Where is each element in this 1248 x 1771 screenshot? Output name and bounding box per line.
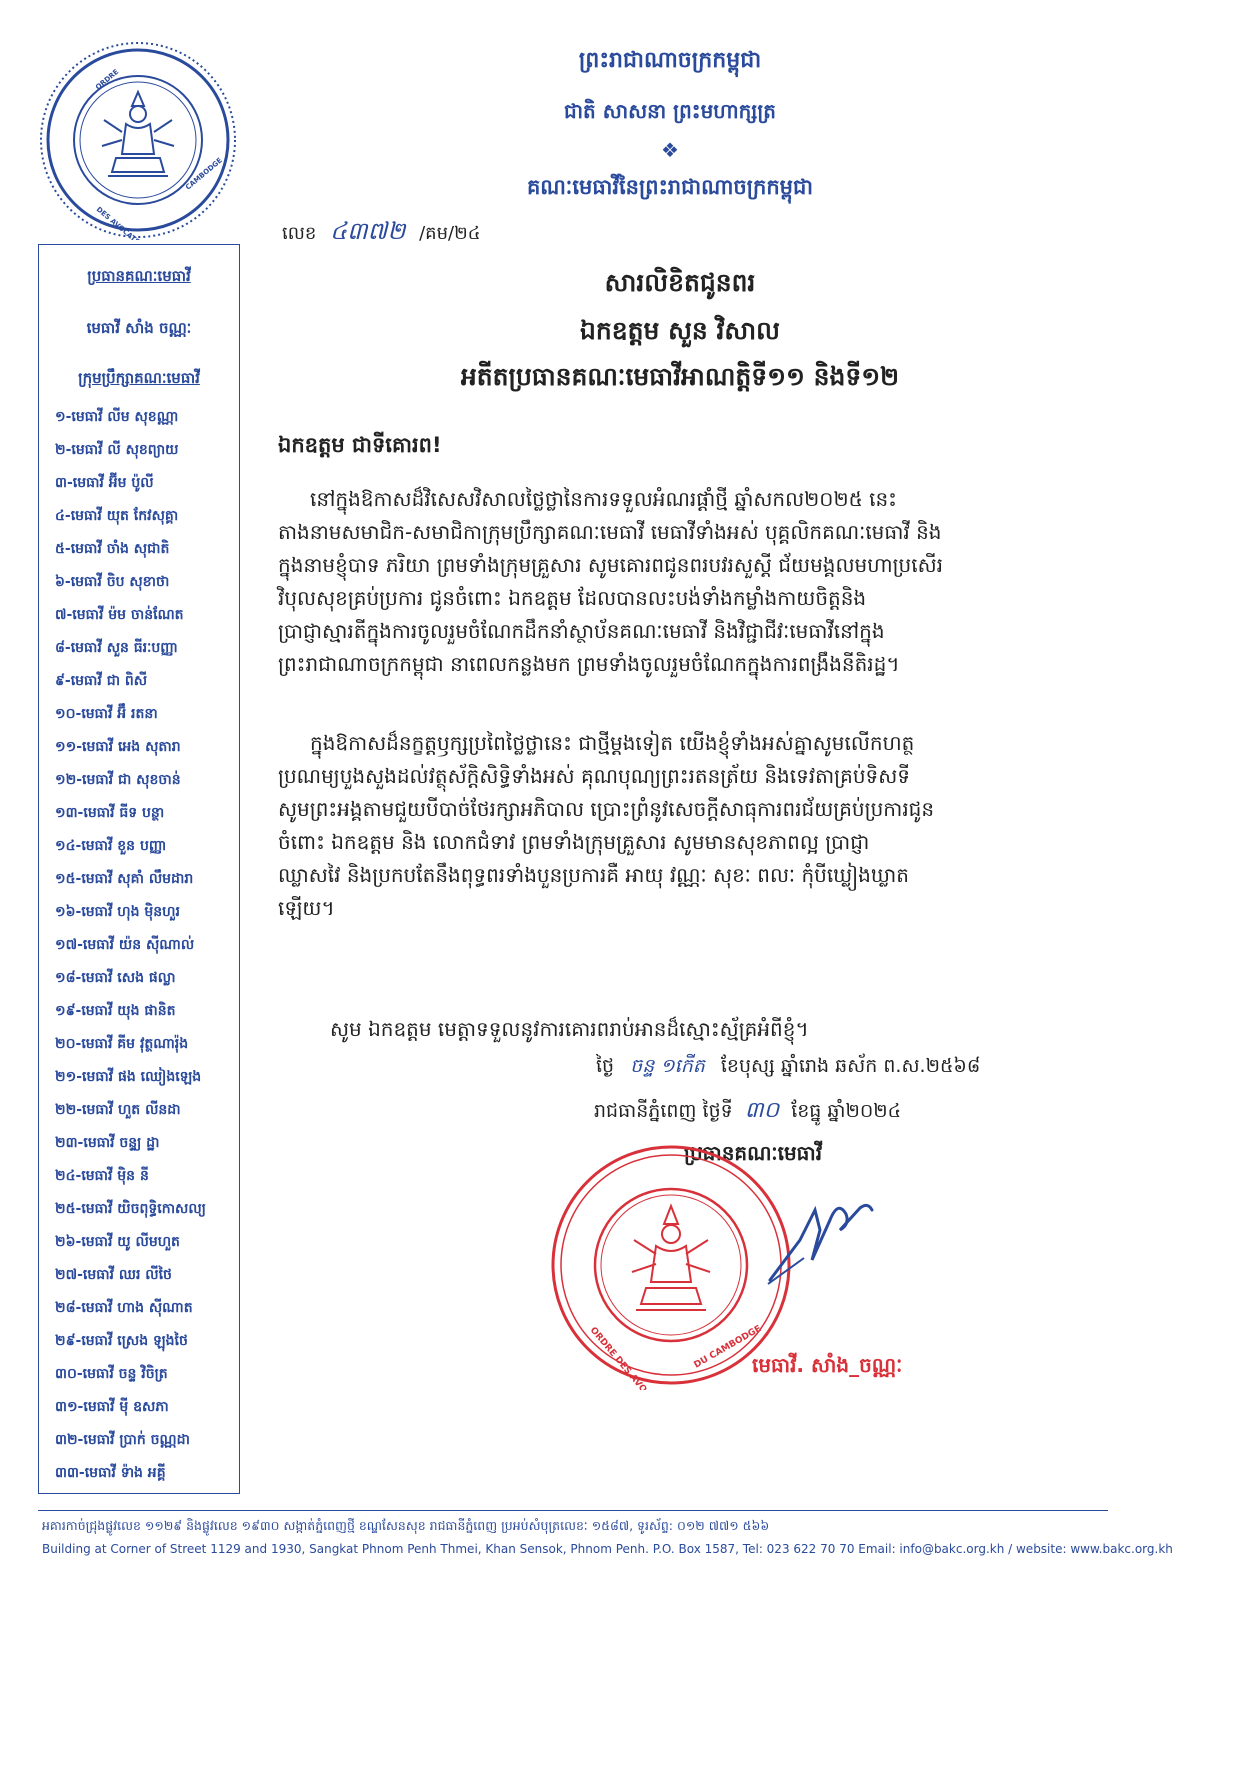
council-member-item: ៥-មេធាវី ចាំង សុជាតិ bbox=[55, 541, 170, 557]
paragraph-line: ក្នុងនាមខ្ញុំបាទ ភរិយា ព្រមទាំងក្រុមគ្រួសារ សូមគោរពជូនពរបវរសួស្តី ជ័យមង្គលមហាប្រសើរ bbox=[278, 553, 943, 577]
paragraph-line: នៅក្នុងឱកាសដ៏វិសេសវិសាលថ្លៃថ្លានៃការទទួលអំណរផ្ដាំថ្មី ឆ្នាំសកល២០២៥ នេះ bbox=[310, 487, 897, 511]
solar-date-prefix: រាជធានីភ្នំពេញ ថ្ងៃទី bbox=[594, 1100, 733, 1122]
reference-suffix: /គម/២៤ bbox=[419, 223, 481, 244]
council-member-item: ១៨-មេធាវី សេង ផល្លា bbox=[55, 970, 176, 986]
council-member-item: ១៤-មេធាវី ខួន បញ្ញា bbox=[55, 838, 167, 854]
council-member-item: ១៩-មេធាវី យុង ផានិត bbox=[55, 1003, 176, 1019]
council-member-item: ៤-មេធាវី យុត កែវសុគ្គា bbox=[55, 508, 179, 524]
kingdom-heading: ព្រះរាជាណាចក្រកម្ពុជា bbox=[578, 48, 762, 73]
signatory-title: ប្រធានគណៈមេធាវី bbox=[684, 1141, 823, 1165]
svg-text:ORDRE: ORDRE bbox=[94, 67, 121, 92]
council-member-item: ៧-មេធាវី ម៉ម ចាន់ណែត bbox=[55, 607, 184, 623]
president-heading: ប្រធានគណៈមេធាវី bbox=[87, 267, 191, 285]
organization-name: គណៈមេធាវីនៃព្រះរាជាណាចក្រកម្ពុជា bbox=[526, 175, 814, 199]
lunar-date-rest: ខែបុស្ស ឆ្នាំរោង ឆស័ក ព.ស.២៥៦៨ bbox=[720, 1055, 981, 1077]
svg-text:DU CAMBODGE: DU CAMBODGE bbox=[692, 1323, 764, 1371]
salutation: ឯកឧត្តម ជាទីគោរព! bbox=[278, 433, 442, 457]
closing-line: សូម ឯកឧត្តម មេត្តាទទួលនូវការគោរពរាប់អានដ៏ស្មោះស្ម័គ្រអំពីខ្ញុំ។ bbox=[330, 1017, 809, 1041]
footer-divider bbox=[38, 1510, 1108, 1511]
council-member-item: ២៤-មេធាវី ម៉ិន នី bbox=[55, 1168, 149, 1184]
council-member-item: ២-មេធាវី លី សុខព្យាយ bbox=[55, 442, 179, 458]
paragraph-line: ក្នុងឱកាសដ៏នក្ខត្តឫក្សប្រពៃថ្លៃថ្លានេះ ជាថ្មីម្ដងទៀត យើងខ្ញុំទាំងអស់គ្នាសូមលើកហត្ថ bbox=[310, 731, 915, 755]
bar-association-emblem bbox=[38, 40, 238, 240]
council-member-item: ២៣-មេធាវី ចន្ទ្យ ដ្ឋា bbox=[55, 1135, 160, 1151]
svg-text:ORDRE DES AVOCATS: ORDRE DES AVOCATS bbox=[587, 1325, 665, 1390]
paragraph-line: ប្រណម្យបួងសួងដល់វត្ថុស័ក្ដិសិទ្ធិទាំងអស់ គុណបុណ្យព្រះរតនត្រ័យ និងទេវតាគ្រប់ទិសទី bbox=[278, 764, 910, 788]
solar-date-rest: ខែធ្នូ ឆ្នាំ២០២៤ bbox=[791, 1100, 902, 1122]
footer-address-khmer: អគារកាច់ជ្រុងផ្លូវលេខ ១១២៩ និងផ្លូវលេខ ១៩៣០ សង្កាត់ភ្នំពេញថ្មី ខណ្ឌសែនសុខ រាជធានីភ្នំពេញ ប្រអប់សំបុត្រលេខៈ ១៥៨៧, ទូរស័ព្ទ: ០១២ ៧៧១ ៥៦៦ bbox=[42, 1518, 770, 1533]
paragraph-line: ប្រាជ្ញាស្មារតីក្នុងការចូលរួមចំណែកដឹកនាំស្ថាប័នគណៈមេធាវី និងវិជ្ជាជីវៈមេធាវីនៅក្នុង bbox=[278, 619, 885, 643]
paragraph-line: ចំពោះ ឯកឧត្តម និង លោកជំទាវ ព្រមទាំងក្រុមគ្រួសារ សូមមានសុខភាពល្អ ប្រាជ្ញា bbox=[278, 830, 870, 854]
council-member-item: ២២-មេធាវី ហួត លីនដា bbox=[55, 1102, 181, 1118]
signatory-name: មេធាវី. សាំង_ចណ្ណៈ bbox=[752, 1353, 903, 1377]
paragraph-line: វិបុលសុខគ្រប់ប្រការ ជូនចំពោះ ឯកឧត្តម ដែលបានលះបង់ទាំងកម្លាំងកាយចិត្តនិង bbox=[278, 586, 867, 610]
council-member-item: ១០-មេធាវី អ៊ឹ រតនា bbox=[55, 706, 158, 722]
council-member-item: ៨-មេធាវី សួន ធីរៈបញ្ញា bbox=[55, 640, 178, 656]
council-member-item: ៩-មេធាវី ជា ពិសី bbox=[55, 673, 148, 689]
council-heading: ក្រុមប្រឹក្សាគណៈមេធាវី bbox=[78, 369, 200, 387]
reference-prefix: លេខ bbox=[282, 223, 317, 244]
council-member-item: ២០-មេធាវី គីម វុត្ថណារ៉ុង bbox=[55, 1036, 189, 1052]
council-member-item: ៣៣-មេធាវី ទ៉ាង អគ្គី bbox=[55, 1465, 166, 1481]
council-member-item: ៣២-មេធាវី ប្រាក់ ចណ្ណដា bbox=[55, 1432, 190, 1448]
ornament-divider: ❖ bbox=[661, 138, 679, 162]
lunar-date-handwritten: ចន្ទ ១កើត bbox=[630, 1055, 705, 1077]
council-member-item: ១២-មេធាវី ជា សុខចាន់ bbox=[55, 772, 181, 788]
council-member-item: ២៦-មេធាវី យូ លីមហួត bbox=[55, 1234, 180, 1250]
council-member-item: ២៥-មេធាវី យិចពុទ្ធិកោសល្យ bbox=[55, 1201, 206, 1217]
paragraph-line: ព្រះរាជាណាចក្រកម្ពុជា នាពេលកន្លងមក ព្រមទាំងចូលរួមចំណែកក្នុងការពង្រឹងនីតិរដ្ឋ។ bbox=[278, 652, 900, 676]
council-member-item: ២៨-មេធាវី ហាង ស៊ីណាត bbox=[55, 1300, 193, 1316]
footer-address-english: Building at Corner of Street 1129 and 1930, Sangkat Phnom Penh Thmei, Khan Sensok, Phnom Penh. P.O. Box 1587, Tel: 023 622 70 70 Email: info@bakc.org.kh / website: www.bakc.org.kh bbox=[42, 1542, 1173, 1556]
council-member-item: ៣១-មេធាវី ម៉ី ឧសភា bbox=[55, 1399, 169, 1415]
letter-title: សារលិខិតជូនពរ bbox=[604, 268, 756, 297]
solar-day-handwritten: ៣០ bbox=[744, 1098, 780, 1123]
paragraph-line: ឈ្លាសវៃ និងប្រកបតែនឹងពុទ្ធពរទាំងបួនប្រការគឺ អាយុ វណ្ណៈ សុខៈ ពលៈ កុំបីឃ្លៀងឃ្លាត bbox=[278, 863, 909, 887]
council-member-item: ១៦-មេធាវី ហុង ម៉ិនហួរ bbox=[55, 904, 180, 920]
national-motto: ជាតិ សាសនា ព្រះមហាក្សត្រ bbox=[564, 99, 776, 123]
svg-text:CAMBODGE: CAMBODGE bbox=[184, 156, 224, 192]
lunar-date bbox=[596, 1054, 980, 1082]
council-sidebar bbox=[38, 244, 240, 1494]
council-member-item: ២៧-មេធាវី ឈរ លីថៃ bbox=[55, 1267, 172, 1283]
council-member-item: ១១-មេធាវី អេង សុតារា bbox=[55, 739, 181, 755]
council-member-item: ២៩-មេធាវី ស្រេង ឡុងថៃ bbox=[55, 1333, 188, 1349]
council-member-item: ៦-មេធាវី ចិប សុខាថា bbox=[55, 574, 170, 590]
lunar-date-prefix: ថ្ងៃ bbox=[596, 1055, 615, 1077]
paragraph-line: តាងនាមសមាជិក-សមាជិកាក្រុមប្រឹក្សាគណៈមេធាវី មេធាវីទាំងអស់ បុគ្គលិកគណៈមេធាវី និង bbox=[278, 520, 942, 544]
council-member-item: ២១-មេធាវី ផង ឈៀងឡេង bbox=[55, 1069, 202, 1085]
recipient-position: អតីតប្រធានគណៈមេធាវីអាណត្តិទី១១ និងទី១២ bbox=[460, 362, 900, 391]
paragraph-line: សូមព្រះអង្គតាមជួយបីបាច់ថែរក្សាអភិបាល ប្រោះព្រំនូវសេចក្តីសាធុការពរជ័យគ្រប់ប្រការជូន bbox=[278, 797, 935, 821]
council-member-item: ៣០-មេធាវី ចន្ទ វិចិត្រ bbox=[55, 1366, 168, 1382]
council-member-item: ១៧-មេធាវី យ៉ន ស៊ីណាល់ bbox=[55, 937, 195, 953]
reference-number-handwritten: ៤៣៧២ bbox=[330, 217, 406, 245]
svg-text:DES AVOCATS: DES AVOCATS bbox=[94, 205, 142, 240]
handwritten-signature bbox=[760, 1180, 880, 1290]
council-member-item: ១៣-មេធាវី ធីទ បន្ថា bbox=[55, 805, 165, 821]
recipient-name: ឯកឧត្តម សួន វិសាល bbox=[580, 316, 780, 345]
council-member-item: ១-មេធាវី លីម សុខណ្ណា bbox=[55, 409, 179, 425]
council-member-item: ១៥-មេធាវី សុគាំ លឹមដារា bbox=[55, 871, 194, 887]
solar-date bbox=[594, 1096, 901, 1128]
president-name: មេធាវី សាំង ចណ្ណៈ bbox=[86, 319, 192, 337]
council-member-item: ៣-មេធាវី អ៊ីម ប៉ូលី bbox=[55, 475, 154, 491]
paragraph-line: ឡើយ។ bbox=[278, 896, 335, 920]
reference-line bbox=[282, 216, 480, 251]
